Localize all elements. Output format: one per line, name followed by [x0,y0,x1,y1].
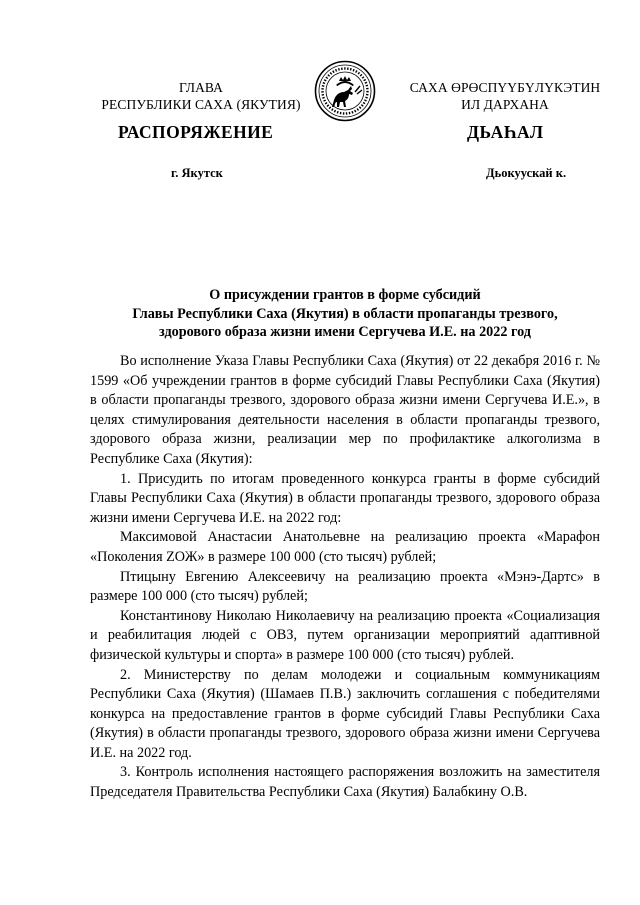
header-left-line2: РЕСПУБЛИКИ САХА (ЯКУТИЯ) [101,97,301,112]
city-ru: г. Якутск [171,166,223,180]
document-title [90,286,600,342]
document-type-ru: РАСПОРЯЖЕНИЕ [118,122,274,142]
header-right-line1: САХА ӨРӨСПҮҮБҮЛҮКЭТИН [409,80,601,95]
coat-of-arms-icon [314,60,376,122]
paragraph-item-2: 2. Министерству по делам молодежи и социальным коммуникациям Республики Саха (Якутия) (Шамаев П.В.) заключить соглашения с победителями конкурса на предоставление грантов в форме субсидий Главы Республики Саха (Якутия) в области пропаганды трезвого, здорового образа жизни имени Сергучева И.Е. на 2022 год. [90,666,600,761]
header-right-block [400,79,610,113]
paragraph-preamble: Во исполнение Указа Главы Республики Саха (Якутия) от 22 декабря 2016 г. № 1599 «Об учреждении грантов в форме субсидий Главы Республики Саха (Якутия) в области пропаганды трезвого, здорового образа жизни имени Сергучева И.Е.», в целях стимулирования деятельности населения в области пропаганды трезвого, здорового образа жизни, реализации мер по профилактике алкоголизма в Республике Саха (Якутия): [90,353,600,467]
paragraph-grantee-3: Константинову Николаю Николаевичу на реализацию проекта «Социализация и реабилитация людей с ОВЗ, путем организации мероприятий адаптивной физической культуры и спорта» в размере 100 000 (сто тысяч) рублей. [90,607,600,663]
document-type-sah: ДЬАҺАЛ [467,122,544,142]
title-line1: О присуждении грантов в форме субсидий [209,287,481,303]
title-line2: Главы Республики Саха (Якутия) в области пропаганды трезвого, [132,305,558,322]
header-left-block [90,79,312,113]
title-line3: здорового образа жизни имени Сергучева И.Е. на 2022 год [159,324,531,340]
paragraph-grantee-1: Максимовой Анастасии Анатольевне на реализацию проекта «Марафон «Поколения ZОЖ» в размере 100 000 (сто тысяч) рублей; [90,529,600,565]
paragraph-item-3: 3. Контроль исполнения настоящего распоряжения возложить на заместителя Председателя Правительства Республики Саха (Якутия) Балабкину О.В. [90,764,600,801]
paragraph-grantee-2: Птицыну Евгению Алексеевичу на реализацию проекта «Мэнэ-Дартс» в размере 100 000 (сто тысяч) рублей; [90,568,600,605]
header-left-line1: ГЛАВА [178,80,224,95]
paragraph-item-1: 1. Присудить по итогам проведенного конкурса гранты в форме субсидий Главы Республики Саха (Якутия) в области пропаганды трезвого, здорового образа жизни имени Сергучева И.Е. на 2022 год: [90,470,600,526]
header-right-line2: ИЛ ДАРХАНА [461,97,549,112]
document-body [90,352,600,803]
city-sah: Дьокуускай к. [486,166,567,180]
